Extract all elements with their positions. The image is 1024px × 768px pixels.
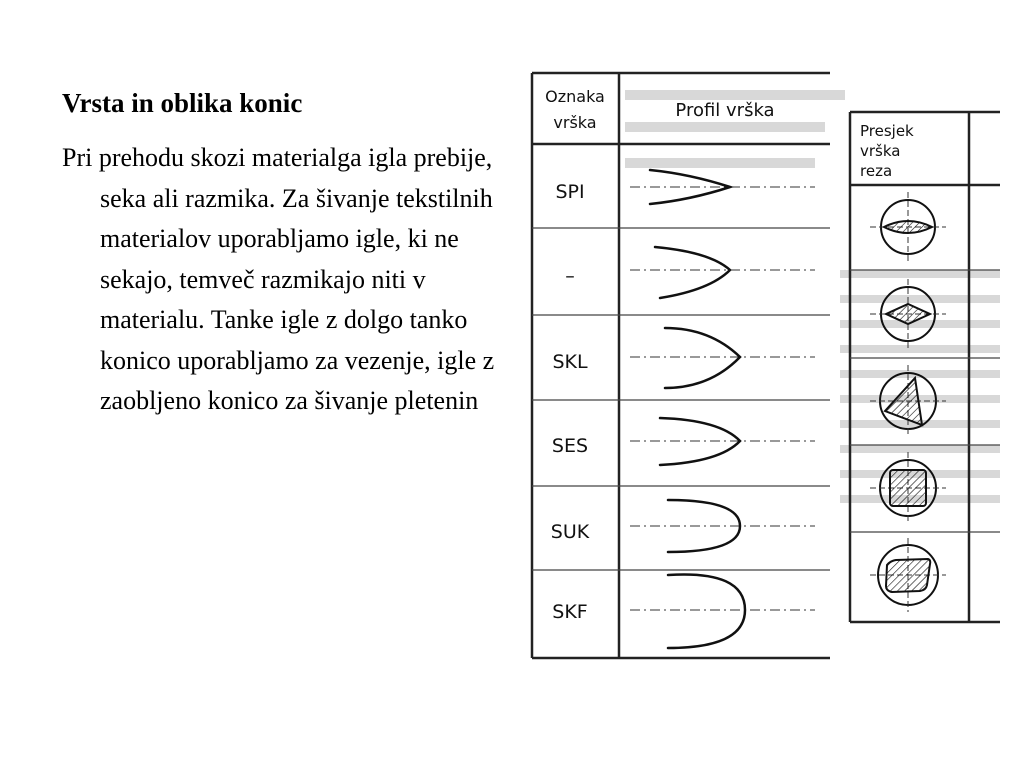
section-square [870, 452, 946, 524]
col-header-oznaka: Oznaka [545, 87, 605, 106]
section-parallelogram [870, 538, 946, 612]
slide-paragraph: Pri prehodu skozi materialga igla prebije, seka ali razmika. Za šivanje tekstilnih materialov uporabljamo igle, ki ne sekajo, temveč razmikajo niti v materialu. Tanke igle z dolgo tanko konico uporabljamo za vezenje, igle z zaobljeno konico za šivanje pletenin [62, 143, 495, 415]
col-header-profil: Profil vrška [675, 100, 775, 121]
row-label-skf: SKF [552, 601, 588, 623]
col-header-vrska: vrška [553, 113, 597, 132]
left-table-row-lines [532, 228, 830, 570]
section-lens [870, 192, 946, 262]
profile-skf [668, 574, 745, 648]
row-label-dash: – [565, 265, 575, 287]
right-header-vrska: vrška [860, 142, 901, 160]
needle-point-diagram [520, 70, 1000, 670]
row-label-spi: SPI [555, 181, 585, 203]
right-table-grid [850, 112, 1000, 622]
right-header-reza: reza [860, 162, 893, 180]
profile-shapes [650, 170, 745, 648]
needle-point-figure [520, 70, 1000, 670]
row-label-skl: SKL [552, 351, 588, 373]
row-label-suk: SUK [550, 521, 590, 543]
slide-title: Vrsta in oblika konic [62, 88, 303, 118]
profile-dash [655, 247, 730, 298]
section-rhombus [870, 279, 946, 349]
row-label-ses: SES [551, 435, 589, 457]
profile-skl [665, 328, 740, 388]
right-header-presjek: Presjek [860, 122, 914, 140]
